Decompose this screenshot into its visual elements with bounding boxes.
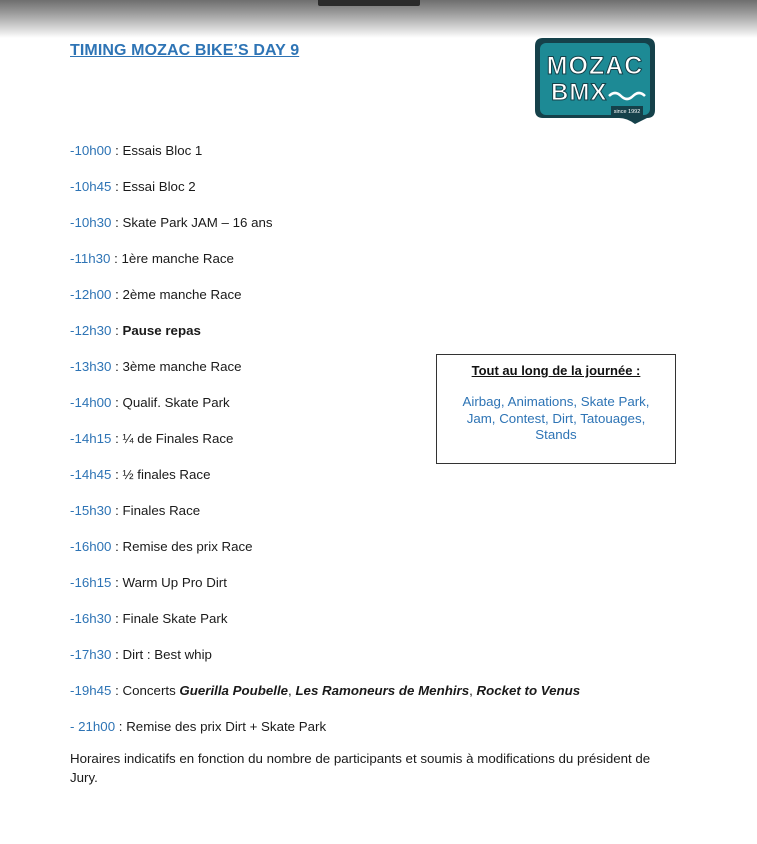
schedule-item: -16h00 : Remise des prix Race	[70, 539, 253, 554]
band-name: Les Ramoneurs de Menhirs	[295, 683, 470, 698]
schedule-time: 14h45	[74, 467, 112, 482]
schedule-time: 14h00	[74, 395, 112, 410]
schedule-time: 14h15	[74, 431, 112, 446]
schedule-label: Remise des prix Race	[122, 539, 253, 554]
schedule-label: Remise des prix Dirt + Skate Park	[126, 719, 327, 734]
logo-line-2: BMX	[551, 79, 608, 106]
schedule-label: 2ème manche Race	[122, 287, 242, 302]
schedule-item: -10h00 : Essais Bloc 1	[70, 143, 203, 158]
schedule-label: Qualif. Skate Park	[122, 395, 230, 410]
schedule-time: 12h00	[74, 287, 112, 302]
top-tab-handle	[318, 0, 420, 6]
schedule-time: 12h30	[74, 323, 112, 338]
schedule-item: -19h45 : Concerts Guerilla Poubelle, Les Ramoneurs de Menhirs, Rocket to Venus	[70, 683, 581, 698]
schedule-item: - 21h00 : Remise des prix Dirt + Skate Park	[70, 719, 327, 734]
schedule-label: Dirt : Best whip	[122, 647, 212, 662]
schedule-time: 10h30	[74, 215, 112, 230]
schedule-time: 16h30	[74, 611, 112, 626]
schedule-time: 15h30	[74, 503, 112, 518]
schedule-item: -12h30 : Pause repas	[70, 323, 201, 338]
schedule-time: 16h00	[74, 539, 112, 554]
schedule-time: 16h15	[74, 575, 112, 590]
schedule-time: 17h30	[74, 647, 112, 662]
schedule-label: Warm Up Pro Dirt	[122, 575, 227, 590]
schedule-item: -17h30 : Dirt : Best whip	[70, 647, 212, 662]
band-name: Rocket to Venus	[476, 683, 581, 698]
schedule-label: ½ finales Race	[122, 467, 211, 482]
page-title: TIMING MOZAC BIKE’S DAY 9	[70, 42, 300, 59]
schedule-item: -16h15 : Warm Up Pro Dirt	[70, 575, 227, 590]
schedule-label: Concerts	[122, 683, 180, 698]
schedule-label: Essais Bloc 1	[122, 143, 203, 158]
all-day-activities: Airbag, Animations, Skate Park, Jam, Contest, Dirt, Tatouages, Stands	[462, 394, 650, 442]
band-name: Guerilla Poubelle	[179, 683, 289, 698]
schedule-time: 11h30	[74, 251, 111, 266]
footnote: Horaires indicatifs en fonction du nombre de participants et soumis à modifications du président de Jury.	[70, 751, 651, 785]
schedule-item: -15h30 : Finales Race	[70, 503, 201, 518]
schedule-time: 13h30	[74, 359, 112, 374]
schedule-time: 21h00	[78, 719, 116, 734]
schedule-label: 3ème manche Race	[122, 359, 242, 374]
schedule-item: -13h30 : 3ème manche Race	[70, 359, 242, 374]
all-day-title: Tout au long de la journée :	[471, 363, 641, 378]
schedule-item: -10h30 : Skate Park JAM – 16 ans	[70, 215, 273, 230]
schedule-label: Finale Skate Park	[122, 611, 228, 626]
schedule-item: -16h30 : Finale Skate Park	[70, 611, 228, 626]
schedule-item: -14h00 : Qualif. Skate Park	[70, 395, 230, 410]
schedule-label: Essai Bloc 2	[122, 179, 196, 194]
logo-since-text: since 1992	[613, 109, 641, 115]
schedule-time: 10h45	[74, 179, 112, 194]
schedule-label: 1ère manche Race	[121, 251, 234, 266]
schedule-item: -14h45 : ½ finales Race	[70, 467, 211, 482]
schedule-item: -14h15 : ¼ de Finales Race	[70, 431, 234, 446]
all-day-box	[436, 354, 676, 464]
schedule-item: -11h30 : 1ère manche Race	[70, 251, 234, 266]
schedule-label: ¼ de Finales Race	[122, 431, 234, 446]
schedule-label: Skate Park JAM – 16 ans	[122, 215, 273, 230]
schedule-label: Pause repas	[122, 323, 201, 338]
schedule-label: Finales Race	[122, 503, 201, 518]
schedule-time: 19h45	[74, 683, 112, 698]
schedule-item: -10h45 : Essai Bloc 2	[70, 179, 196, 194]
logo-line-1: MOZAC	[546, 52, 644, 80]
schedule-item: -12h00 : 2ème manche Race	[70, 287, 242, 302]
mozac-bmx-logo	[535, 38, 655, 124]
schedule-time: 10h00	[74, 143, 112, 158]
